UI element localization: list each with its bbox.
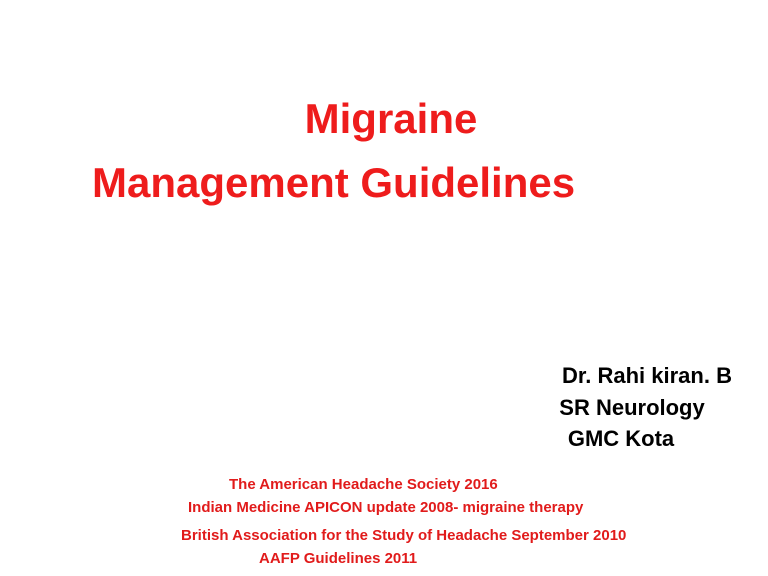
slide-title-line-1: Migraine	[304, 95, 478, 142]
reference-item: AAFP Guidelines 2011	[259, 550, 418, 567]
author-institution: GMC Kota	[567, 426, 675, 451]
slide-title-line-2: Management Guidelines	[92, 159, 576, 206]
author-name: Dr. Rahi kiran. B	[562, 363, 732, 388]
reference-item: British Association for the Study of Headache September 2010	[181, 527, 627, 544]
author-role: SR Neurology	[559, 395, 705, 420]
reference-item: Indian Medicine APICON update 2008- migraine therapy	[188, 499, 584, 516]
reference-item: The American Headache Society 2016	[229, 476, 498, 493]
